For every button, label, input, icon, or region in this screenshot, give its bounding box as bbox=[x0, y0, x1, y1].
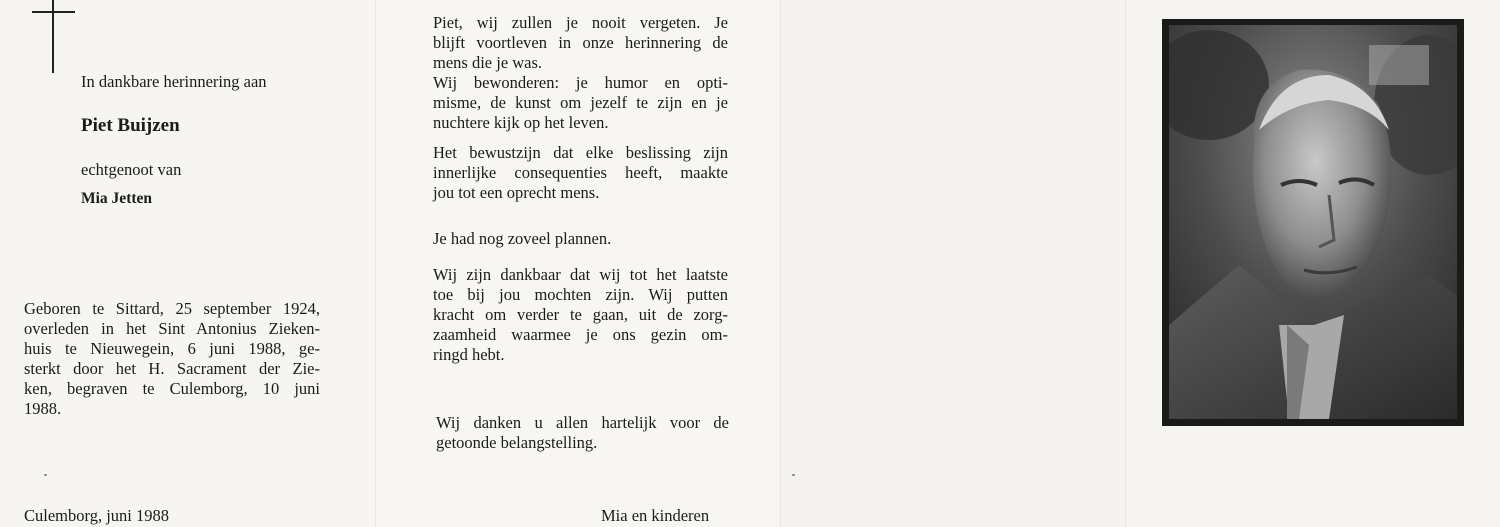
bio-line: sterkt door het H. Sacrament der Zie- bbox=[24, 359, 320, 378]
left-panel bbox=[0, 0, 375, 527]
place-date: Culemborg, juni 1988 bbox=[24, 506, 169, 525]
text-line: nuchtere kijk op het leven. bbox=[433, 113, 609, 132]
text-line: jou tot een oprecht mens. bbox=[433, 183, 600, 202]
speck bbox=[792, 474, 795, 476]
text-line: Wij bewonderen: je humor en opti- bbox=[433, 73, 728, 92]
text-line: toe bij jou mochten zijn. Wij putten bbox=[433, 285, 728, 304]
signature: Mia en kinderen bbox=[601, 506, 710, 525]
text-line: Piet, wij zullen je nooit vergeten. Je bbox=[433, 13, 728, 32]
speck bbox=[44, 474, 47, 476]
text-line: mens die je was. bbox=[433, 53, 543, 72]
portrait-photo bbox=[1169, 25, 1457, 419]
photo-frame bbox=[1162, 19, 1464, 426]
portrait-image bbox=[1169, 25, 1457, 419]
thanks-line: getoonde belangstelling. bbox=[436, 433, 598, 452]
text-line: blijft voortleven in onze herinnering de bbox=[433, 33, 728, 52]
bio-line: ken, begraven te Culemborg, 10 juni bbox=[24, 379, 320, 398]
bio-line: overleden in het Sint Antonius Zieken- bbox=[24, 319, 320, 338]
text-line: Je had nog zoveel plannen. bbox=[433, 229, 612, 248]
text-line: kracht om verder te gaan, uit de zorg- bbox=[433, 305, 728, 324]
cross-icon-bar bbox=[32, 11, 75, 13]
text-line: ringd hebt. bbox=[433, 345, 505, 364]
text-line: Het bewustzijn dat elke beslissing zijn bbox=[433, 143, 728, 162]
blank-panel bbox=[780, 0, 1126, 527]
thanks-line: Wij danken u allen hartelijk voor de bbox=[436, 413, 729, 432]
text-line: Wij zijn dankbaar dat wij tot het laatste bbox=[433, 265, 728, 284]
bio-line: Geboren te Sittard, 25 september 1924, bbox=[24, 299, 320, 318]
bio-line: 1988. bbox=[24, 399, 62, 418]
spouse-label: echtgenoot van bbox=[81, 160, 182, 179]
spouse-name: Mia Jetten bbox=[81, 190, 153, 207]
deceased-name: Piet Buijzen bbox=[81, 115, 180, 136]
text-line: misme, de kunst om jezelf te zijn en je bbox=[433, 93, 728, 112]
bio-line: huis te Nieuwegein, 6 juni 1988, ge- bbox=[24, 339, 320, 358]
text-line: innerlijke consequenties heeft, maakte bbox=[433, 163, 728, 182]
middle-panel bbox=[375, 0, 781, 527]
text-line: zaamheid waarmee je ons gezin om- bbox=[433, 325, 728, 344]
intro-text: In dankbare herinnering aan bbox=[81, 72, 267, 91]
